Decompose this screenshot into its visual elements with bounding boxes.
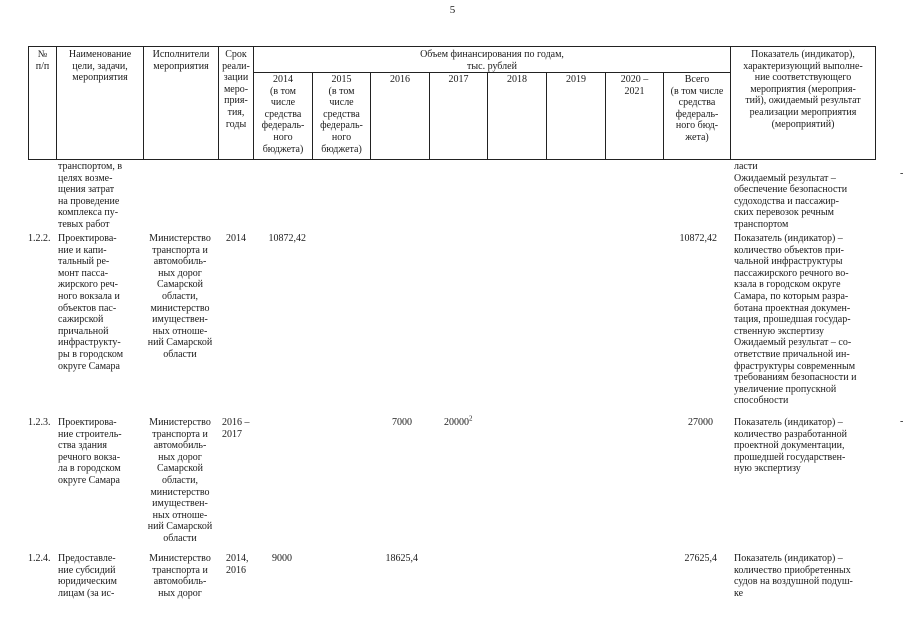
header-executors: Исполнители мероприятия — [152, 49, 210, 72]
row-indicator: ласти Ожидаемый результат – обеспечение безопасности судоходства и пассажир- ских перевозок речным транспортом — [734, 161, 848, 230]
header-year-2017: 2017 — [448, 74, 469, 85]
row-indicator: Показатель (индикатор) – количество приобретенных судов на воздушной подуш- ке — [734, 553, 853, 599]
header-indicator: Показатель (индикатор), характеризующий выполне- ние соответствующего мероприятия (мероприя- тий), ожидаемый результат реализации мероприятия (мероприятий) — [743, 49, 863, 130]
row-indicator: Показатель (индикатор) – количество объектов при- чальной инфраструктуры пассажирского речного во- кзала в городском округе Самара, по которым разра- ботана проектная докумен- тация, прошедшая государ- ственную экспертизу Ожидаемый результат – со- ответствие причальной ин- фраструктуры современным требованиям безопасности и увеличение пропускной способности — [734, 233, 857, 407]
header-year-2019: 2019 — [566, 74, 586, 85]
header-year-2014: 2014 (в том числе средства федераль- ного бюджета) — [261, 74, 305, 155]
row-executors: Министерство транспорта и автомобиль- ных дорог — [149, 553, 211, 599]
header-year-2020-2021: 2020 – 2021 — [620, 74, 649, 97]
row-value-total: 27000 — [688, 417, 713, 428]
row-indicator: Показатель (индикатор) – количество разработанной проектной документации, прошедшей государствен- ную экспертизу — [734, 417, 848, 475]
header-year-2015: 2015 (в том числе средства федераль- ного бюджета) — [320, 74, 363, 155]
row-number: 1.2.4. — [28, 553, 51, 564]
row-value-2017-amount: 20000 — [444, 417, 469, 428]
row-value-2016: 18625,4 — [385, 553, 418, 564]
header-year-2018: 2018 — [507, 74, 527, 85]
row-term: 2016 – 2017 — [222, 417, 250, 440]
row-name: Проектирова- ние и капи- тальный ре- монт пасса- жирского реч- ного вокзала и объектов пас- сажирской причальной инфраструкту- ры в городском округе Самара — [58, 233, 124, 372]
row-name: транспортом, в целях возме- щения затрат на проведение комплекса пу- тевых работ — [58, 161, 123, 230]
header-term: Срок реали- зации меро- прия- тия, годы — [222, 49, 250, 130]
header-name: Наименование цели, задачи, мероприятия — [68, 49, 132, 84]
row-value-2017 — [444, 414, 494, 429]
row-value-total: 27625,4 — [684, 553, 717, 564]
row-value-total: 10872,42 — [679, 233, 717, 244]
table-header — [28, 46, 876, 160]
row-name: Предоставле- ние субсидий юридическим лицам (за ис- — [58, 553, 117, 599]
margin-mark: - — [900, 416, 904, 427]
row-executors: Министерство транспорта и автомобиль- ных дорог Самарской области, министерство имуществен- ных отноше- ний Самарской области — [147, 417, 213, 544]
row-number: 1.2.2. — [28, 233, 51, 244]
page-number: 5 — [449, 4, 456, 16]
header-num: № п/п — [35, 49, 50, 72]
row-name: Проектирова- ние строитель- ства здания речного вокза- ла в городском округе Самара — [58, 417, 122, 486]
row-executors: Министерство транспорта и автомобиль- ных дорог Самарской области, министерство имуществен- ных отноше- ний Самарской области — [147, 233, 213, 360]
row-value-2014: 9000 — [272, 553, 292, 564]
header-financing-title: Объем финансирования по годам, тыс. рублей — [420, 49, 564, 72]
row-term: 2014 — [226, 233, 246, 244]
row-term: 2014, 2016 — [226, 553, 249, 576]
footnote-mark: 2 — [469, 414, 473, 423]
row-value-2016: 7000 — [392, 417, 412, 428]
header-year-2016: 2016 — [390, 74, 410, 85]
header-total: Всего (в том числе средства федераль- ного бюд- жета) — [670, 74, 724, 143]
margin-mark: - — [900, 168, 904, 179]
row-number: 1.2.3. — [28, 417, 51, 428]
row-value-2014: 10872,42 — [268, 233, 306, 244]
